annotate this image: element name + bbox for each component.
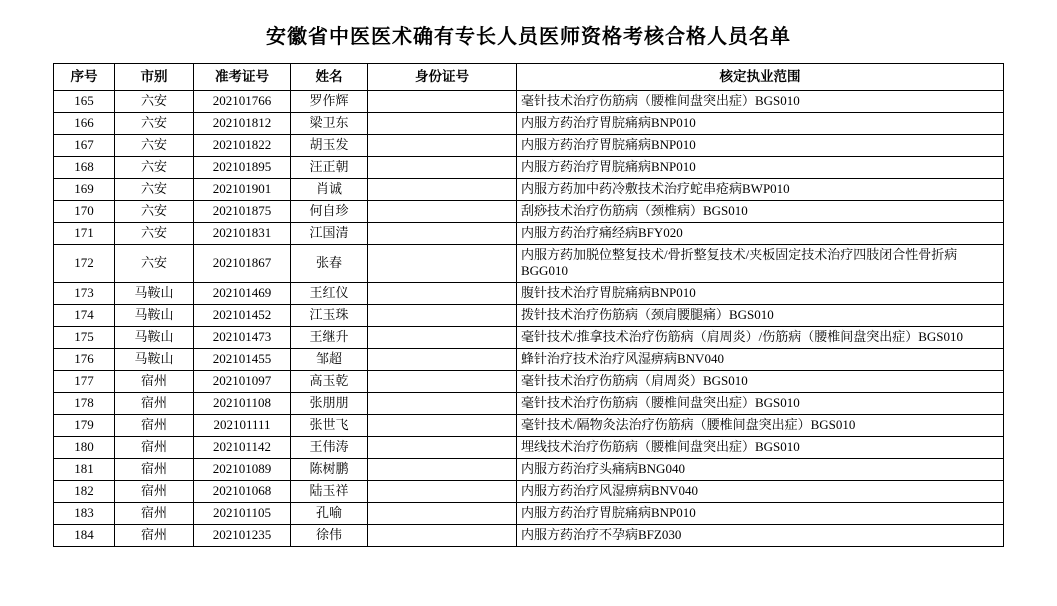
cell-seq: 183	[54, 502, 115, 524]
cell-id-no	[368, 480, 517, 502]
cell-id-no	[368, 524, 517, 546]
cell-city: 马鞍山	[115, 304, 194, 326]
cell-seq: 178	[54, 392, 115, 414]
cell-city: 马鞍山	[115, 282, 194, 304]
cell-city: 宿州	[115, 502, 194, 524]
table-row	[54, 282, 1004, 304]
cell-id-no	[368, 392, 517, 414]
table-row	[54, 502, 1004, 524]
cell-id-no	[368, 245, 517, 283]
cell-seq: 170	[54, 201, 115, 223]
cell-id-no	[368, 458, 517, 480]
cell-seq: 172	[54, 245, 115, 283]
cell-exam-no: 202101901	[194, 179, 291, 201]
cell-name: 肖诚	[291, 179, 368, 201]
table-row	[54, 201, 1004, 223]
cell-name: 徐伟	[291, 524, 368, 546]
table-row	[54, 135, 1004, 157]
cell-seq: 165	[54, 91, 115, 113]
cell-scope: 毫针技术治疗伤筋病（腰椎间盘突出症）BGS010	[517, 392, 1004, 414]
cell-name: 邹超	[291, 348, 368, 370]
cell-seq: 166	[54, 113, 115, 135]
cell-exam-no: 202101142	[194, 436, 291, 458]
cell-exam-no: 202101235	[194, 524, 291, 546]
cell-exam-no: 202101111	[194, 414, 291, 436]
table-row	[54, 480, 1004, 502]
cell-name: 王伟涛	[291, 436, 368, 458]
cell-exam-no: 202101895	[194, 157, 291, 179]
cell-name: 张世飞	[291, 414, 368, 436]
cell-seq: 167	[54, 135, 115, 157]
cell-name: 江国清	[291, 223, 368, 245]
table-row	[54, 392, 1004, 414]
cell-city: 宿州	[115, 370, 194, 392]
cell-seq: 177	[54, 370, 115, 392]
cell-scope: 腹针技术治疗胃脘痛病BNP010	[517, 282, 1004, 304]
cell-exam-no: 202101831	[194, 223, 291, 245]
cell-name: 王红仪	[291, 282, 368, 304]
cell-seq: 174	[54, 304, 115, 326]
cell-id-no	[368, 282, 517, 304]
cell-seq: 176	[54, 348, 115, 370]
cell-id-no	[368, 502, 517, 524]
cell-scope: 内服方药治疗不孕病BFZ030	[517, 524, 1004, 546]
cell-exam-no: 202101108	[194, 392, 291, 414]
cell-city: 宿州	[115, 436, 194, 458]
cell-exam-no: 202101452	[194, 304, 291, 326]
cell-name: 江玉珠	[291, 304, 368, 326]
cell-id-no	[368, 414, 517, 436]
cell-scope: 毫针技术治疗伤筋病（腰椎间盘突出症）BGS010	[517, 91, 1004, 113]
cell-scope: 内服方药治疗头痛病BNG040	[517, 458, 1004, 480]
column-header-name: 姓名	[291, 64, 368, 91]
table-row	[54, 304, 1004, 326]
cell-scope: 蜂针治疗技术治疗风湿痹病BNV040	[517, 348, 1004, 370]
cell-id-no	[368, 113, 517, 135]
cell-name: 张春	[291, 245, 368, 283]
cell-city: 马鞍山	[115, 326, 194, 348]
cell-seq: 175	[54, 326, 115, 348]
cell-city: 六安	[115, 157, 194, 179]
cell-city: 宿州	[115, 392, 194, 414]
cell-seq: 171	[54, 223, 115, 245]
page-title: 安徽省中医医术确有专长人员医师资格考核合格人员名单	[266, 26, 791, 48]
table-row	[54, 91, 1004, 113]
table-row	[54, 245, 1004, 283]
table-row	[54, 436, 1004, 458]
cell-exam-no: 202101875	[194, 201, 291, 223]
cell-exam-no: 202101812	[194, 113, 291, 135]
table-row	[54, 326, 1004, 348]
table-row	[54, 414, 1004, 436]
cell-city: 六安	[115, 91, 194, 113]
cell-scope: 内服方药加脱位整复技术/骨折整复技术/夹板固定技术治疗四肢闭合性骨折病BGG010	[517, 245, 1004, 283]
cell-exam-no: 202101068	[194, 480, 291, 502]
column-header-scope: 核定执业范围	[517, 64, 1004, 91]
cell-scope: 内服方药治疗胃脘痛病BNP010	[517, 502, 1004, 524]
cell-exam-no: 202101097	[194, 370, 291, 392]
cell-seq: 169	[54, 179, 115, 201]
cell-name: 高玉乾	[291, 370, 368, 392]
cell-seq: 180	[54, 436, 115, 458]
cell-seq: 182	[54, 480, 115, 502]
cell-seq: 168	[54, 157, 115, 179]
cell-name: 王继升	[291, 326, 368, 348]
cell-name: 梁卫东	[291, 113, 368, 135]
cell-seq: 181	[54, 458, 115, 480]
cell-exam-no: 202101822	[194, 135, 291, 157]
cell-name: 孔喻	[291, 502, 368, 524]
table-body	[54, 91, 1004, 547]
cell-id-no	[368, 201, 517, 223]
cell-exam-no: 202101469	[194, 282, 291, 304]
cell-city: 六安	[115, 201, 194, 223]
table-row	[54, 458, 1004, 480]
cell-exam-no: 202101455	[194, 348, 291, 370]
cell-scope: 埋线技术治疗伤筋病（腰椎间盘突出症）BGS010	[517, 436, 1004, 458]
table-row	[54, 179, 1004, 201]
table-row	[54, 524, 1004, 546]
table-row	[54, 348, 1004, 370]
cell-city: 宿州	[115, 458, 194, 480]
cell-name: 陆玉祥	[291, 480, 368, 502]
cell-exam-no: 202101473	[194, 326, 291, 348]
cell-id-no	[368, 179, 517, 201]
cell-id-no	[368, 223, 517, 245]
cell-city: 六安	[115, 179, 194, 201]
cell-scope: 内服方药治疗痛经病BFY020	[517, 223, 1004, 245]
cell-scope: 毫针技术治疗伤筋病（肩周炎）BGS010	[517, 370, 1004, 392]
cell-seq: 173	[54, 282, 115, 304]
cell-seq: 179	[54, 414, 115, 436]
column-header-seq: 序号	[54, 64, 115, 91]
cell-id-no	[368, 348, 517, 370]
cell-id-no	[368, 370, 517, 392]
cell-name: 汪正朝	[291, 157, 368, 179]
table-container	[0, 63, 1057, 547]
table-header-row	[54, 64, 1004, 91]
column-header-exam-no: 准考证号	[194, 64, 291, 91]
cell-id-no	[368, 326, 517, 348]
cell-exam-no: 202101105	[194, 502, 291, 524]
cell-seq: 184	[54, 524, 115, 546]
cell-city: 马鞍山	[115, 348, 194, 370]
cell-city: 六安	[115, 245, 194, 283]
table-header	[54, 64, 1004, 91]
cell-scope: 毫针技术/推拿技术治疗伤筋病（肩周炎）/伤筋病（腰椎间盘突出症）BGS010	[517, 326, 1004, 348]
cell-scope: 刮痧技术治疗伤筋病（颈椎病）BGS010	[517, 201, 1004, 223]
cell-exam-no: 202101867	[194, 245, 291, 283]
cell-city: 六安	[115, 113, 194, 135]
cell-exam-no: 202101089	[194, 458, 291, 480]
cell-name: 张朋朋	[291, 392, 368, 414]
cell-name: 胡玉发	[291, 135, 368, 157]
table-row	[54, 370, 1004, 392]
cell-city: 宿州	[115, 480, 194, 502]
cell-scope: 拨针技术治疗伤筋病（颈肩腰腿痛）BGS010	[517, 304, 1004, 326]
cell-name: 陈树鹏	[291, 458, 368, 480]
cell-id-no	[368, 135, 517, 157]
cell-scope: 内服方药治疗胃脘痛病BNP010	[517, 157, 1004, 179]
cell-id-no	[368, 436, 517, 458]
table-row	[54, 157, 1004, 179]
table-row	[54, 113, 1004, 135]
cell-id-no	[368, 157, 517, 179]
qualified-personnel-table	[53, 63, 1004, 547]
cell-id-no	[368, 304, 517, 326]
cell-name: 何自珍	[291, 201, 368, 223]
cell-name: 罗作辉	[291, 91, 368, 113]
cell-exam-no: 202101766	[194, 91, 291, 113]
cell-city: 宿州	[115, 414, 194, 436]
cell-scope: 毫针技术/隔物灸法治疗伤筋病（腰椎间盘突出症）BGS010	[517, 414, 1004, 436]
column-header-id-no: 身份证号	[368, 64, 517, 91]
cell-city: 宿州	[115, 524, 194, 546]
column-header-city: 市别	[115, 64, 194, 91]
table-row	[54, 223, 1004, 245]
cell-city: 六安	[115, 135, 194, 157]
cell-id-no	[368, 91, 517, 113]
cell-scope: 内服方药治疗胃脘痛病BNP010	[517, 135, 1004, 157]
cell-city: 六安	[115, 223, 194, 245]
cell-scope: 内服方药治疗风湿痹病BNV040	[517, 480, 1004, 502]
cell-scope: 内服方药加中药冷敷技术治疗蛇串疮病BWP010	[517, 179, 1004, 201]
cell-scope: 内服方药治疗胃脘痛病BNP010	[517, 113, 1004, 135]
